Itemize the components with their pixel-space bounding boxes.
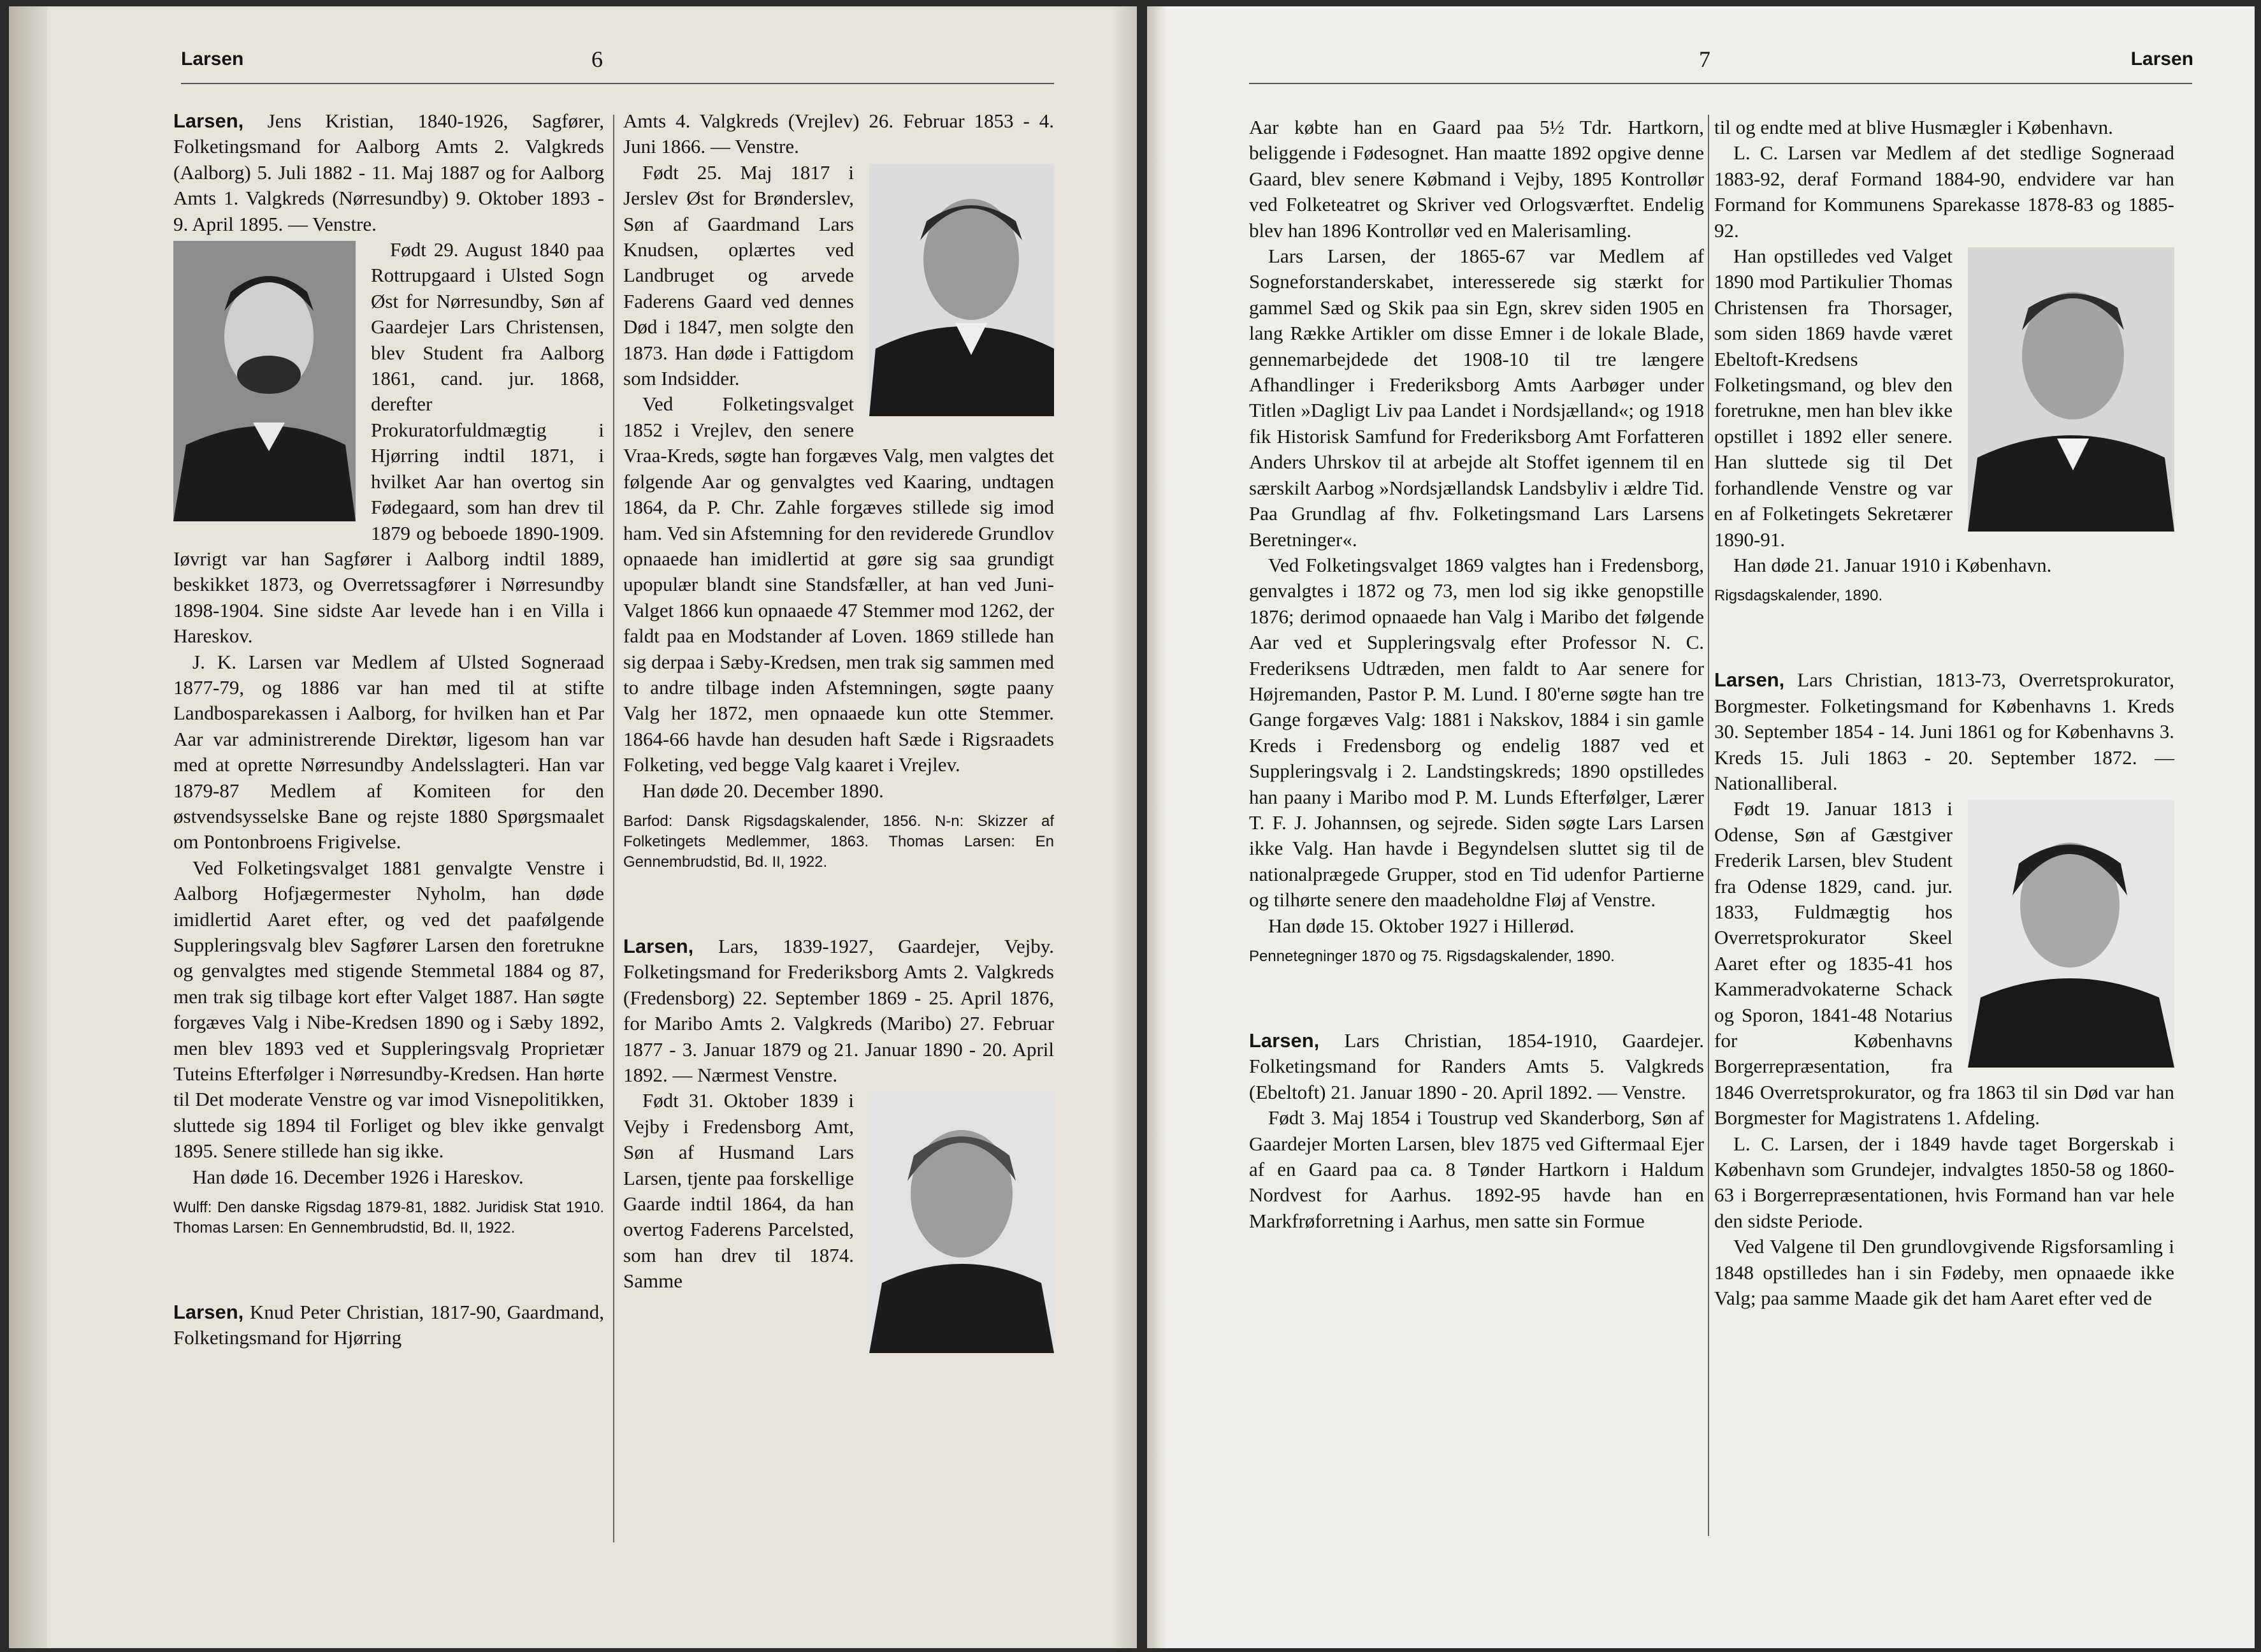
page-number: 6 (591, 47, 603, 72)
paragraph: L. C. Larsen var Medlem af det stedlige Sogneraad 1883-92, deraf Formand 1884-90, endvidere var han Formand for Kommunens Sparekasse 1878-83 og 1885-92. (1714, 141, 2174, 242)
portrait-photo (869, 164, 1054, 416)
column-left-1 (173, 108, 604, 1351)
portrait-photo (173, 241, 356, 521)
column-right-2 (1714, 115, 2174, 1311)
entry-paragraph (1714, 667, 2174, 796)
entry-paragraph (1249, 1028, 1704, 1105)
right-page (1147, 6, 2255, 1648)
source-citation: Wulff: Den danske Rigsdag 1879-81, 1882. Juridisk Stat 1910. Thomas Larsen: En Gennembrudstid, Bd. II, 1922. (173, 1199, 604, 1237)
paragraph: Ved Folketingsvalget 1881 genvalgte Venstre i Aalborg Hofjægermester Nyholm, han døde imidlertid Aaret efter, og ved det paafølgende Suppleringsvalg blev Sagfører Larsen den foretrukne og genvalgtes med stigende Stemmetal 1884 og 87, men trak sig tilbage kort efter Valget 1887. Han søgte forgæves Valg i Nibe-Kredsen 1890 og i Sæby 1892, men blev 1893 ved et Suppleringsvalg Proprietær Tuteins Efterfølger i Nørresundby-Kredsen. Han hørte til Det moderate Venstre og var imod Visnepolitikken, sluttede sig 1894 til Forliget og blev ikke genvalgt 1895. Senere stillede han sig ikke. (173, 856, 604, 1163)
entry-header: Lars, 1839-1927, Gaardejer, Vejby. Folketingsmand for Frederiksborg Amts 2. Valgkreds (Fredensborg) 22. September 1869 - 25. April 1876, for Maribo Amts 2. Valgkreds (Maribo) 27. Februar 1877 - 3. Januar 1879 og 21. Januar 1890 - 20. April 1892. — Nærmest Venstre. (623, 934, 1054, 1086)
paragraph: Ved Valgene til Den grundlovgivende Rigsforsamling i 1848 opstilledes han i sin Fødeby, men opnaaede ikke Valg; paa samme Maade gik det ham Aaret efter ved de (1714, 1235, 2174, 1310)
paragraph: Født 3. Maj 1854 i Toustrup ved Skanderborg, Søn af Gaardejer Morten Larsen, blev 1875 ved Giftermaal Ejer af en Gaard paa ca. 8 Tønder Hartkorn i Haldum Nordvest for Aarhus. 1892-95 havde han en Markfrøforretning i Aarhus, men satte sin Formue (1249, 1106, 1704, 1232)
paragraph: L. C. Larsen, der i 1849 havde taget Borgerskab i København som Grundejer, indvalgtes 1850-58 og 1860-63 i Borgerrepræsentationen, hvis Formand han var hele den sidste Periode. (1714, 1132, 2174, 1232)
entry-header: Jens Kristian, 1840-1926, Sagfører, Folketingsmand for Aalborg Amts 2. Valgkreds (Aalborg) 5. Juli 1882 - 11. Maj 1887 og for Aalborg Amts 1. Valgkreds (Nørresundby) 9. Oktober 1893 - 9. April 1895. — Venstre. (173, 110, 605, 235)
source-citation: Pennetegninger 1870 og 75. Rigsdagskalender, 1890. (1249, 948, 1615, 965)
paragraph: Han døde 21. Januar 1910 i København. (1733, 553, 2052, 576)
entry-name: Larsen, (623, 934, 694, 957)
paragraph: Født 25. Maj 1817 i Jerslev Øst for Brønderslev, Søn af Gaardmand Lars Knudsen, oplærtes ved Landbruget og arvede Faderens Gaard ved dennes Død i 1847, men solgte den 1873. Han døde i Fattigdom som Indsidder. (623, 161, 854, 390)
paragraph: J. K. Larsen var Medlem af Ulsted Sogneraad 1877-79, og 1886 var han med til at stifte Landbosparekassen i Aalborg, for hvilken han et Par Aar var administrerende Direktør, ligesom han var med at oprette Nørresundby Andelsslagteri. Han var 1879-87 Medlem af Komiteen for den østvendsysselske Bane og rejste 1880 Spørgsmaalet om Pontonbroens Frigivelse. (173, 650, 604, 853)
portrait-image (1968, 800, 2174, 1068)
paragraph: Lars Larsen, der 1865-67 var Medlem af Sogneforstanderskabet, interesserede sig stærkt for gammel Sæd og Skik paa sin Egn, skrev siden 1905 en lang Række Artikler om disse Emner i de lokale Blade, gennemarbejdede det 1908-10 til tre længere Afhandlinger i Frederiksborg Amts Aarbøger under Titlen »Dagligt Liv paa Landet i Nordsjælland«; og 1918 fik Historisk Samfund for Frederiksborg Amt Forfatteren Anders Uhrskov til at arbejde alt Stoffet igennem til en særskilt Aarbog »Nordsjællandsk Landsbyliv i ældre Tid. Paa Grundlag af fhv. Folketingsmand Lars Larsens Beretninger«. (1249, 245, 1704, 551)
portrait-image (869, 1092, 1054, 1353)
paragraph: Født 29. August 1840 paa Rottrupgaard i Ulsted Sogn Øst for Nørresundby, Søn af Gaardejer Lars Christensen, blev Student fra Aalborg 1861, cand. jur. 1868, derefter Prokuratorfuldmægtig i Hjørring indtil 1871, i hvilket Aar han overtog sin Fødegaard, som han drev til 1879 og beboede 1890-1909. Iøvrigt var han Sagfører i Aalborg indtil 1889, beskikket 1873, og Overretssagfører i Nørresundby 1898-1904. Sine sidste Aar levede han i en Villa i Hareskov. (173, 238, 604, 648)
entry-gap (173, 1238, 604, 1300)
portrait-image (1968, 247, 2174, 532)
entry-name: Larsen, (1714, 669, 1785, 692)
paragraph: Født 31. Oktober 1839 i Vejby i Fredensborg Amt, Søn af Husmand Lars Larsen, tjente paa forskellige Gaarde indtil 1864, da han overtog Faderens Parcelsted, som han drev til 1874. Samme (623, 1089, 854, 1293)
left-page (9, 6, 1137, 1648)
entry-paragraph (173, 1300, 604, 1351)
page-number: 7 (1699, 47, 1710, 72)
paragraph: Ved Folketingsvalget 1869 valgtes han i Fredensborg, genvalgtes i 1872 og 73, men lod sig ikke genopstille 1876; derimod opnaaede han Valg i Maribo det følgende Aar ved et Suppleringsvalg efter Professor N. C. Frederiksens Udtræden, men faldt to Aar senere for Højremanden, Pastor P. M. Lund. I 80'erne søgte han tre Gange forgæves Valg: 1881 i Nakskov, 1884 i sin gamle Kreds i Fredensborg og endelig 1887 ved et Suppleringsvalg i 2. Landstingskreds; 1890 opstilledes han paany i Maribo mod P. M. Lunds Efterfølger, Lærer T. F. J. Johannsen, og sejrede. Siden søgte Lars Larsen ikke Valg. Han havde i Begyndelsen sluttet sig til de nationalprægede Grupper, stod en Tid udenfor Partierne og tilhørte senere den maadeholdne Fløj af Venstre. (1249, 553, 1704, 911)
paragraph: Ved Folketingsvalget 1852 i Vrejlev, den senere Vraa-Kreds, søgte han forgæves Valg, men valgtes det følgende Aar og genvalgtes ved Kaaring, undtagen 1864, da P. Chr. Zahle forgæves stillede sig imod ham. Ved sin Afstemning for den reviderede Grundlov opnaaede han imidlertid at gøre sig saa grundigt upopulær blandt sine Standsfæller, at han ved Juni-Valget 1866 kun opnaaede 47 Stemmer mod 1262, der faldt paa en Modstander af Loven. 1869 stillede han sig derpaa i Sæby-Kredsen, men trak sig sammen med to andre tilbage inden Afstemningen, søgte paany Valg her 1872, men opnaaede kun otte Stemmer. 1864-66 havde han desuden haft Sæde i Rigsraadets Folketing, ved begge Valg kaaret i Vrejlev. (623, 393, 1054, 776)
paragraph: til og endte med at blive Husmægler i København. (1714, 116, 2113, 138)
running-head: Larsen (2130, 48, 2193, 69)
portrait-photo (1968, 247, 2174, 532)
entry-header: Lars Christian, 1813-73, Overretsprokurator, Borgmester. Folketingsmand for Københavns 1. Kreds 30. September 1854 - 14. Juni 1861 og for Københavns 3. Kreds 15. Juli 1863 - 20. September 1872. — Nationalliberal. (1714, 669, 2174, 794)
column-divider (613, 115, 614, 1542)
column-left-2 (623, 108, 1054, 1358)
paragraph: Han opstilledes ved Valget 1890 mod Partikulier Thomas Christensen fra Thorsager, som siden 1869 havde været Ebeltoft-Kredsens Folketingsmand, og blev den foretrukne, men han blev ikke opstillet i 1892 eller senere. Han sluttede sig til Det forhandlende Venstre og var en af Folketingets Sekretærer 1890-91. (1714, 245, 1953, 551)
entry-name: Larsen, (173, 1301, 244, 1324)
entry-gap (1249, 967, 1704, 1028)
entry-gap (623, 873, 1054, 934)
portrait-photo (1968, 800, 2174, 1068)
header-rule (1249, 83, 2192, 84)
entry-paragraph (623, 934, 1054, 1088)
portrait-image (173, 241, 356, 521)
paragraph: Han døde 20. December 1890. (642, 779, 884, 802)
entry-header: Lars Christian, 1854-1910, Gaardejer. Folketingsmand for Randers Amts 5. Valgkreds (Ebeltoft) 21. Januar 1890 - 20. April 1892. — Venstre. (1249, 1029, 1704, 1103)
source-citation: Rigsdagskalender, 1890. (1714, 587, 1883, 605)
source-citation: Barfod: Dansk Rigsdagskalender, 1856. N-n: Skizzer af Folketingets Medlemmer, 1863. Thomas Larsen: En Gennembrudstid, Bd. II, 1922. (623, 812, 1054, 871)
entry-gap (1714, 606, 2174, 667)
header-rule (181, 83, 1054, 84)
entry-name: Larsen, (173, 110, 244, 132)
column-right-1 (1249, 115, 1704, 1234)
paragraph: Aar købte han en Gaard paa 5½ Tdr. Hartkorn, beliggende i Fødesognet. Han maatte 1892 opgive denne Gaard, blev senere Købmand i Vejby, 1895 Kontrollør ved Folketeatret og Skriver ved Orlogsværftet. Endelig blev han 1896 Kontrollør ved en Malerisamling. (1249, 116, 1704, 242)
entry-name: Larsen, (1249, 1029, 1320, 1052)
paragraph: Født 19. Januar 1813 i Odense, Søn af Gæstgiver Frederik Larsen, blev Student fra Odense 1829, cand. jur. 1833, Fuldmægtig hos Overretsprokurator Skeel Aaret efter og 1835-41 hos Kammeradvokaterne Schack og Sporon, 1841-48 Notarius for Københavns Borgerrepræsentation, fra 1846 Overretsprokurator, og fra 1863 til sin Død var han Borgmester for Magistratens 1. Afdeling. (1714, 797, 2174, 1129)
paragraph: Amts 4. Valgkreds (Vrejlev) 26. Februar 1853 - 4. Juni 1866. — Venstre. (623, 110, 1054, 158)
portrait-photo (869, 1092, 1054, 1353)
running-head: Larsen (181, 48, 244, 69)
entry-header: Knud Peter Christian, 1817-90, Gaardmand, Folketingsmand for Hjørring (173, 1301, 605, 1349)
entry-paragraph (173, 108, 604, 237)
column-divider (1708, 115, 1709, 1536)
portrait-image (869, 164, 1054, 416)
paragraph: Han døde 15. Oktober 1927 i Hillerød. (1268, 914, 1575, 937)
paragraph: Han døde 16. December 1926 i Hareskov. (192, 1165, 524, 1188)
